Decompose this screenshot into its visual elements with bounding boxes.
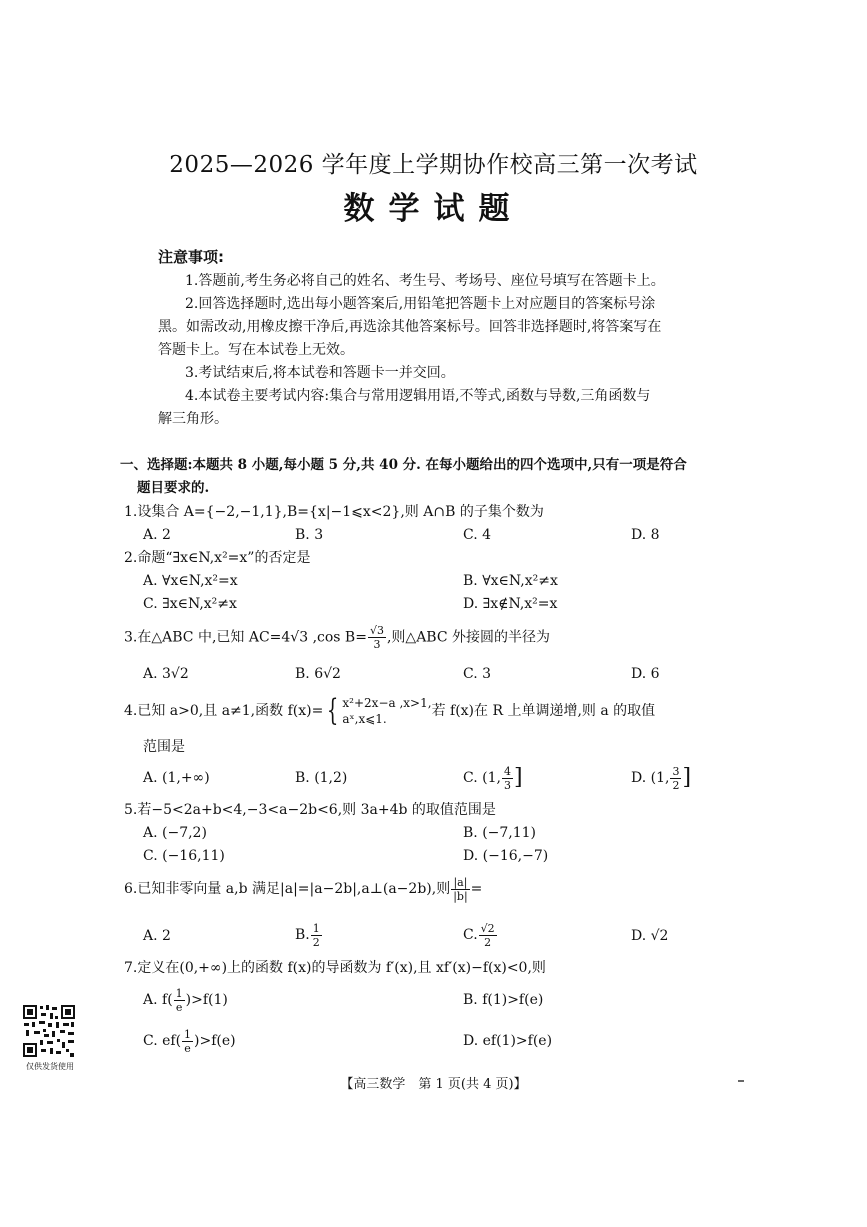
q7-option-c — [143, 1024, 236, 1058]
q4-c-lead: (1, — [482, 770, 501, 786]
q4-stem-line2: 范围是 — [143, 739, 185, 755]
notice-line: 解三角形。 — [158, 411, 228, 427]
question-6-stem — [124, 872, 482, 906]
q7-a-den: e — [175, 1000, 183, 1014]
q4-c-close: ] — [513, 765, 523, 790]
q6-c-den: 2 — [484, 935, 492, 949]
qr-code-image — [22, 1004, 76, 1058]
q7-c-den: e — [184, 1041, 191, 1055]
q7-a-post: )>f(1) — [185, 992, 228, 1008]
q4-c-fraction — [502, 765, 513, 792]
q4-piecewise — [342, 695, 431, 727]
section-heading-cont: 题目要求的. — [137, 480, 210, 496]
q7-a-pre: A. f( — [143, 992, 173, 1008]
q1-option-a: A. 2 — [143, 527, 171, 543]
q6-c-num: √2 — [480, 921, 495, 935]
q3-option-d: D. 6 — [631, 666, 660, 682]
q4-c-num: 4 — [503, 764, 511, 778]
q5-option-c: C. (−16,11) — [143, 848, 225, 864]
q6-option-c — [463, 918, 498, 952]
q6-stem-post: = — [470, 881, 483, 897]
q7-c-fraction — [182, 1028, 193, 1055]
q3-frac-den: 3 — [373, 638, 381, 651]
q6-option-a: A. 2 — [143, 928, 171, 944]
notice-line: 1.答题前,考生务必将自己的姓名、考生号、考场号、座位号填写在答题卡上。 — [185, 273, 665, 289]
q7-a-fraction — [174, 987, 185, 1014]
q7-option-a — [143, 983, 228, 1017]
exam-title: 2025—2026 学年度上学期协作校高三第一次考试 — [169, 152, 698, 178]
q4-case-1: x²+2x−a ,x>1, — [342, 696, 432, 710]
q2-option-c: C. ∃x∈N,x²≠x — [143, 596, 237, 612]
q3-fraction — [368, 624, 386, 651]
q4-d-num: 3 — [672, 764, 680, 778]
notice-heading: 注意事项: — [158, 248, 224, 266]
section-heading: 一、选择题:本题共 8 小题,每小题 5 分,共 40 分. 在每小题给出的四个选项中,只有一项是符合 — [120, 457, 687, 473]
q3-frac-num: √3 — [369, 624, 384, 637]
q4-stem-post: 若 f(x)在 R 上单调递增,则 a 的取值 — [431, 703, 656, 719]
notice-line: 4.本试卷主要考试内容:集合与常用逻辑用语,不等式,函数与导数,三角函数与 — [185, 388, 651, 404]
q6-b-num: 1 — [312, 921, 320, 935]
subject-title: 数学试题 — [343, 191, 524, 227]
q4-option-a: A. (1,+∞) — [143, 770, 210, 786]
q2-option-b: B. ∀x∈N,x²≠x — [463, 573, 558, 589]
qr-code-graphic — [22, 1004, 76, 1058]
q1-option-c: C. 4 — [463, 527, 492, 543]
q6-frac-num: |a| — [451, 876, 469, 890]
q1-option-d: D. 8 — [631, 527, 660, 543]
q4-case-2: aˣ,x⩽1. — [342, 712, 387, 726]
q5-option-b: B. (−7,11) — [463, 825, 537, 841]
q3-option-a: A. 3√2 — [143, 666, 189, 682]
q4-c-label: C. — [463, 770, 478, 786]
q3-stem-pre: 3.在△ABC 中,已知 AC=4√3 ,cos B= — [124, 629, 367, 646]
corner-mark — [738, 1080, 744, 1082]
q4-d-lead: (1, — [650, 770, 670, 786]
q6-c-fraction — [479, 922, 497, 949]
q4-d-den: 2 — [672, 778, 680, 792]
q6-option-b — [295, 918, 323, 952]
q7-c-post: )>f(e) — [194, 1033, 236, 1049]
q4-d-label: D. — [631, 770, 647, 786]
q4-stem-pre: 4.已知 a>0,且 a≠1,函数 f(x)= — [124, 703, 324, 719]
q3-stem-post: ,则△ABC 外接圆的半径为 — [386, 629, 551, 646]
question-2-stem: 2.命题“∃x∈N,x²=x”的否定是 — [124, 550, 311, 566]
q6-b-fraction — [311, 922, 322, 949]
question-3-stem — [124, 624, 550, 651]
q6-fraction — [451, 876, 469, 903]
notice-line: 2.回答选择题时,选出每小题答案后,用铅笔把答题卡上对应题目的答案标号涂 — [185, 296, 656, 312]
q7-option-d: D. ef(1)>f(e) — [463, 1033, 553, 1049]
q7-option-b: B. f(1)>f(e) — [463, 992, 544, 1008]
q4-option-b: B. (1,2) — [295, 770, 348, 786]
notice-line: 黑。如需改动,用橡皮擦干净后,再选涂其他答案标号。回答非选择题时,将答案写在 — [158, 319, 662, 335]
q6-stem-pre: 6.已知非零向量 a,b 满足|a|=|a−2b|,a⊥(a−2b),则 — [124, 881, 451, 897]
q1-option-b: B. 3 — [295, 527, 324, 543]
q5-option-a: A. (−7,2) — [143, 825, 207, 841]
q3-option-c: C. 3 — [463, 666, 492, 682]
q3-option-b: B. 6√2 — [295, 666, 341, 682]
question-5-stem: 5.若−5<2a+b<4,−3<a−2b<6,则 3a+4b 的取值范围是 — [124, 802, 496, 818]
q6-b-label: B. — [295, 927, 310, 943]
question-1-stem: 1.设集合 A={−2,−1,1},B={x|−1⩽x<2},则 A∩B 的子集个数为 — [124, 504, 544, 520]
notice-line: 3.考试结束后,将本试卷和答题卡一并交回。 — [185, 365, 455, 381]
q6-b-den: 2 — [312, 935, 320, 949]
q7-c-pre: C. ef( — [143, 1033, 182, 1049]
q4-brace: { — [327, 693, 339, 728]
q6-frac-den: |b| — [453, 889, 468, 903]
q5-option-d: D. (−16,−7) — [463, 848, 549, 864]
q2-option-d: D. ∃x∉N,x²=x — [463, 596, 558, 612]
q6-c-label: C. — [463, 927, 478, 943]
q4-d-close: ] — [682, 765, 692, 790]
notice-line: 答题卡上。写在本试卷上无效。 — [158, 342, 354, 358]
q4-c-den: 3 — [503, 778, 511, 792]
q2-option-a: A. ∀x∈N,x²=x — [143, 573, 238, 589]
qr-caption: 仅供发货使用 — [26, 1062, 74, 1071]
q4-option-c — [463, 762, 523, 794]
page-footer: 【高三数学 第 1 页(共 4 页)】 — [340, 1077, 527, 1092]
q6-option-d: D. √2 — [631, 928, 669, 944]
q4-option-d — [631, 762, 691, 794]
q7-c-num: 1 — [184, 1027, 192, 1041]
question-7-stem: 7.定义在(0,+∞)上的函数 f(x)的导函数为 f′(x),且 xf′(x)−f(x)<0,则 — [124, 960, 546, 976]
q7-a-num: 1 — [175, 986, 183, 1000]
question-4-stem — [124, 692, 655, 730]
q4-d-fraction — [670, 765, 681, 792]
